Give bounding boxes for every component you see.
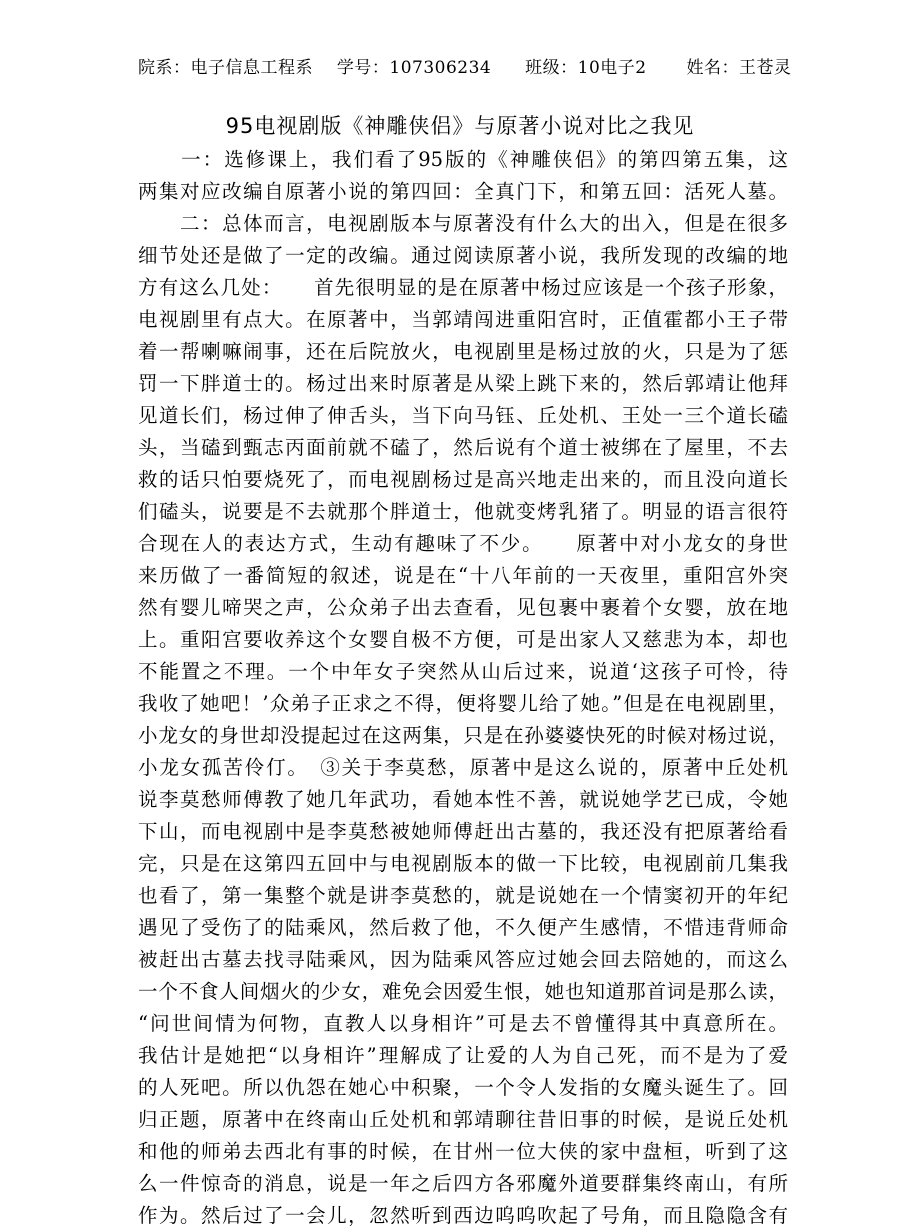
- text-line: 遇见了受伤了的陆乘风，然后救了他，不久便产生感情，不惜违背师命: [138, 916, 788, 939]
- text-line: 电视剧里有点大。在原著中，当郭靖闯进重阳宫时，正值霍都小王子带: [138, 308, 788, 331]
- department-label: 院系：电子信息工程系: [138, 58, 313, 78]
- text-line: 上。重阳宫要收养这个女婴自极不方便，可是出家人又慈悲为本，却也: [138, 628, 788, 651]
- text-line: 下山，而电视剧中是李莫愁被她师傅赶出古墓的，我还没有把原著给看: [138, 820, 788, 843]
- text-line: 和他的师弟去西北有事的时候，在甘州一位大侠的家中盘桓，听到了这: [138, 1140, 788, 1163]
- text-line: 小龙女的身世却没提起过在这两集，只是在孙婆婆快死的时候对杨过说，: [138, 724, 788, 747]
- class-label: 班级：10电子2: [525, 58, 647, 78]
- student-id-label: 学号：107306234: [336, 58, 492, 78]
- text-line: 小龙女孤苦伶仃。 ③关于李莫愁，原著中是这么说的，原著中丘处机: [138, 756, 788, 779]
- student-name-label: 姓名：王苍灵: [686, 58, 792, 78]
- text-line: 一个不食人间烟火的少女，难免会因爱生恨，她也知道那首词是那么读，: [138, 980, 788, 1003]
- text-line: 作为。然后过了一会儿，忽然听到西边呜呜吹起了号角，而且隐隐含有: [138, 1204, 788, 1227]
- text-line: 一：选修课上，我们看了95版的《神雕侠侣》的第四第五集，这: [138, 148, 788, 171]
- text-line: 合现在人的表达方式，生动有趣味了不少。 原著中对小龙女的身世: [138, 532, 788, 555]
- text-line: 完，只是在这第四五回中与电视剧版本的做一下比较，电视剧前几集我: [138, 852, 788, 875]
- text-line: 归正题，原著中在终南山丘处机和郭靖聊往昔旧事的时候，是说丘处机: [138, 1108, 788, 1131]
- text-line: 二：总体而言，电视剧版本与原著没有什么大的出入，但是在很多: [138, 212, 788, 235]
- text-line: 不能置之不理。一个中年女子突然从山后过来，说道‘这孩子可怜，待: [138, 660, 788, 683]
- text-line: 然有婴儿啼哭之声，公众弟子出去查看，见包裹中裹着个女婴，放在地: [138, 596, 788, 619]
- text-line: 么一件惊奇的消息，说是一年之后四方各邪魔外道要群集终南山，有所: [138, 1172, 788, 1195]
- text-line: 说李莫愁师傅教了她几年武功，看她本性不善，就说她学艺已成，令她: [138, 788, 788, 811]
- text-line: 的人死吧。所以仇怨在她心中积聚，一个令人发指的女魔头诞生了。回: [138, 1076, 788, 1099]
- text-line: 救的话只怕要烧死了，而电视剧杨过是高兴地走出来的，而且没向道长: [138, 468, 788, 491]
- text-line: 们磕头，说要是不去就那个胖道士，他就变烤乳猪了。明显的语言很符: [138, 500, 788, 523]
- text-line: 两集对应改编自原著小说的第四回：全真门下，和第五回：活死人墓。: [138, 180, 788, 203]
- text-line: 细节处还是做了一定的改编。通过阅读原著小说，我所发现的改编的地: [138, 244, 788, 267]
- document-title: 95电视剧版《神雕侠侣》与原著小说对比之我见: [225, 114, 695, 138]
- text-line: 罚一下胖道士的。杨过出来时原著是从梁上跳下来的，然后郭靖让他拜: [138, 372, 788, 395]
- text-line: 也看了，第一集整个就是讲李莫愁的，就是说她在一个情窦初开的年纪: [138, 884, 788, 907]
- text-line: 我估计是她把“以身相许”理解成了让爱的人为自己死，而不是为了爱: [138, 1044, 788, 1067]
- text-line: 头，当磕到甄志丙面前就不磕了，然后说有个道士被绑在了屋里，不去: [138, 436, 788, 459]
- text-line: 见道长们，杨过伸了伸舌头，当下向马钰、丘处机、王处一三个道长磕: [138, 404, 788, 427]
- student-info-header: [138, 56, 792, 80]
- text-line: 被赶出古墓去找寻陆乘风，因为陆乘风答应过她会回去陪她的，而这么: [138, 948, 788, 971]
- document-body: [138, 144, 788, 1232]
- text-line: “问世间情为何物，直教人以身相许”可是去不曾懂得其中真意所在。: [138, 1012, 788, 1035]
- text-line: 方有这么几处： 首先很明显的是在原著中杨过应该是一个孩子形象，: [138, 276, 788, 299]
- text-line: 着一帮喇嘛闹事，还在后院放火，电视剧里是杨过放的火，只是为了惩: [138, 340, 788, 363]
- text-line: 我收了她吧！’众弟子正求之不得，便将婴儿给了她。”但是在电视剧里，: [138, 692, 788, 715]
- text-line: 来历做了一番简短的叙述，说是在“十八年前的一天夜里，重阳宫外突: [138, 564, 788, 587]
